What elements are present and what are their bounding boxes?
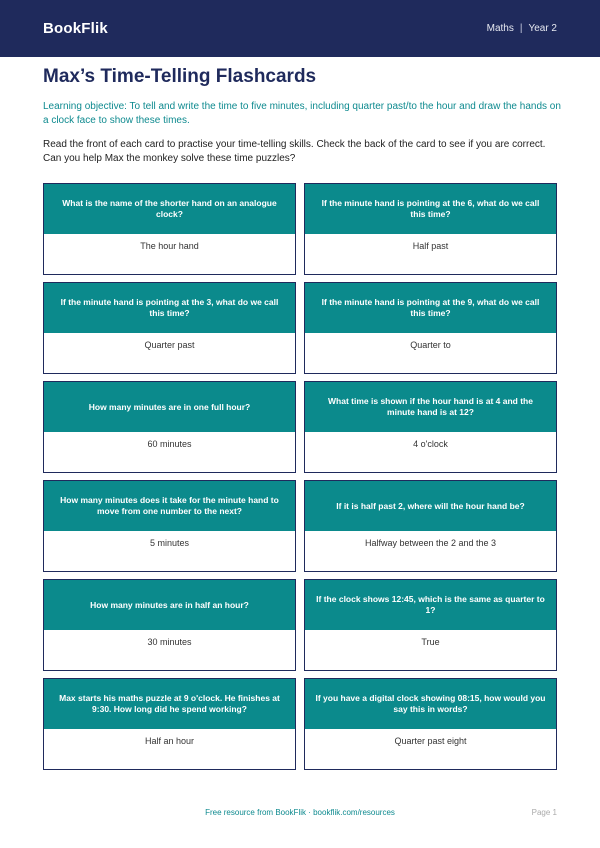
breadcrumb-separator: | <box>519 23 523 34</box>
card-answer: 5 minutes <box>149 538 190 548</box>
card-answer: Half past <box>412 241 449 251</box>
learning-objective: Learning objective: To tell and write the time to five minutes, including quarter past/to the hour and draw the hands on a clock face to show these times. <box>43 101 561 126</box>
card-answer: The hour hand <box>140 241 199 251</box>
card-answer: 60 minutes <box>147 439 192 449</box>
brand-logo[interactable]: BookFlik <box>43 20 108 37</box>
page-number: Page 1 <box>531 808 557 817</box>
card-answer: Quarter past eight <box>394 736 467 746</box>
flashcard[interactable] <box>304 678 557 770</box>
page-title: Max’s Time-Telling Flashcards <box>43 66 317 87</box>
flashcard[interactable] <box>43 282 296 374</box>
flashcard[interactable] <box>43 381 296 473</box>
card-question: How many minutes does it take for the minute hand to move from one number to the next? <box>44 481 295 531</box>
breadcrumb-subject[interactable]: Maths <box>486 23 514 34</box>
breadcrumb <box>487 23 557 34</box>
instructions: Read the front of each card to practise your time-telling skills. Check the back of the card to see if you are correct. Can you help Max the monkey solve these time puzzles? <box>43 139 546 164</box>
card-question: If the minute hand is pointing at the 9, what do we call this time? <box>305 283 556 333</box>
card-question: If the clock shows 12:45, which is the same as quarter to 1? <box>305 580 556 630</box>
card-question: How many minutes are in one full hour? <box>44 382 295 432</box>
card-answer: Half an hour <box>144 736 195 746</box>
flashcard[interactable] <box>43 678 296 770</box>
flashcard[interactable] <box>304 381 557 473</box>
card-answer: Quarter past <box>144 340 195 350</box>
card-question: If you have a digital clock showing 08:15, how would you say this in words? <box>305 679 556 729</box>
card-question: How many minutes are in half an hour? <box>44 580 295 630</box>
card-answer: Halfway between the 2 and the 3 <box>364 538 497 548</box>
breadcrumb-year[interactable]: Year 2 <box>528 23 557 34</box>
card-question: Max starts his maths puzzle at 9 o'clock. He finishes at 9:30. How long did he spend working? <box>44 679 295 729</box>
flashcard[interactable] <box>43 183 296 275</box>
card-question: If the minute hand is pointing at the 3, what do we call this time? <box>44 283 295 333</box>
card-answer: 4 o'clock <box>413 439 448 449</box>
card-question: What time is shown if the hour hand is at 4 and the minute hand is at 12? <box>305 382 556 432</box>
card-question: If it is half past 2, where will the hour hand be? <box>305 481 556 531</box>
card-answer: Quarter to <box>410 340 451 350</box>
flashcard[interactable] <box>304 282 557 374</box>
card-answer: 30 minutes <box>147 637 192 647</box>
card-question: If the minute hand is pointing at the 6, what do we call this time? <box>305 184 556 234</box>
flashcard[interactable] <box>304 579 557 671</box>
footer-link[interactable]: Free resource from BookFlik · bookflik.com/resources <box>205 808 395 817</box>
flashcard[interactable] <box>304 183 557 275</box>
flashcard[interactable] <box>304 480 557 572</box>
flashcard[interactable] <box>43 480 296 572</box>
header-bar <box>0 0 600 57</box>
flashcard-grid <box>43 183 557 770</box>
card-question: What is the name of the shorter hand on an analogue clock? <box>44 184 295 234</box>
card-answer: True <box>421 637 440 647</box>
flashcard[interactable] <box>43 579 296 671</box>
